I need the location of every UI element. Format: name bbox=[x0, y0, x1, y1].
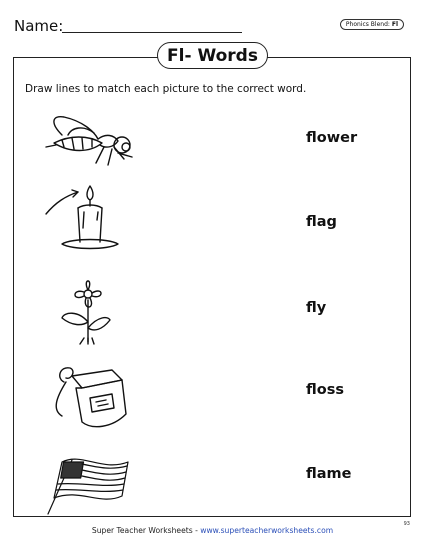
footer-url-link[interactable]: www.superteacherworksheets.com bbox=[200, 526, 334, 535]
phonics-blend-label: Phonics Blend: bbox=[345, 21, 390, 28]
word-fly[interactable]: fly bbox=[306, 300, 327, 316]
word-flower[interactable]: flower bbox=[306, 130, 358, 146]
floss-icon[interactable] bbox=[42, 358, 138, 434]
fly-icon[interactable] bbox=[42, 113, 138, 179]
instructions: Draw lines to match each picture to the correct word. bbox=[25, 83, 307, 95]
word-flame[interactable]: flame bbox=[306, 466, 352, 482]
page-number: 93 bbox=[403, 521, 410, 527]
flower-icon[interactable] bbox=[42, 276, 138, 352]
phonics-blend-tag bbox=[340, 19, 404, 30]
word-flag[interactable]: flag bbox=[306, 214, 337, 230]
worksheet-title: Fl- Words bbox=[157, 42, 268, 69]
phonics-blend-value: Fl bbox=[391, 21, 398, 28]
footer-site-name: Super Teacher Worksheets - bbox=[91, 526, 201, 535]
footer bbox=[0, 526, 425, 535]
word-floss[interactable]: floss bbox=[306, 382, 344, 398]
name-field[interactable] bbox=[62, 32, 242, 33]
name-label: Name: bbox=[14, 17, 64, 35]
flag-icon[interactable] bbox=[42, 448, 138, 518]
candle-flame-icon[interactable] bbox=[42, 180, 138, 256]
